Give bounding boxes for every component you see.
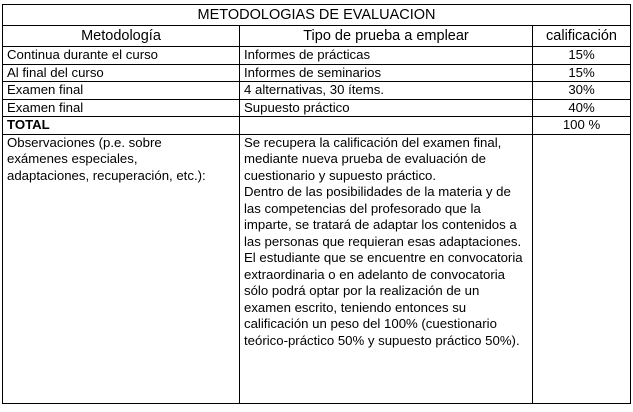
total-empty-cell <box>240 117 533 135</box>
observations-row <box>3 134 631 403</box>
table-title: METODOLOGIAS DE EVALUACION <box>3 5 631 26</box>
observations-label-cell <box>3 134 240 403</box>
header-methodology: Metodología <box>3 26 240 47</box>
evaluation-methods-table <box>2 4 631 404</box>
cell-grade: 30% <box>533 82 631 100</box>
header-grade: calificación <box>533 26 631 47</box>
observations-empty-cell <box>533 134 631 403</box>
cell-methodology: Examen final <box>3 82 240 100</box>
cell-methodology: Continua durante el curso <box>3 47 240 65</box>
cell-test-type: Informes de prácticas <box>240 47 533 65</box>
cell-methodology: Examen final <box>3 99 240 117</box>
observations-text: Se recupera la calificación del examen final, mediante nueva prueba de evaluación de cuestionario y supuesto práctico. Dentro de las posibilidades de la materia y de las competencias del profesorado que la imparte, se tratará de adaptar los contenidos a las personas que requieran esas adaptaciones. El estudiante que se encuentre en convocatoria extraordinaria o en adelanto de convocatoria sólo podrá optar por la realización de un examen escrito, teniendo entonces su calificación un peso del 100% (cuestionario teórico-práctico 50% y supuesto práctico 50%). <box>244 134 523 348</box>
cell-grade: 15% <box>533 47 631 65</box>
total-row <box>3 117 631 135</box>
cell-test-type: Informes de seminarios <box>240 64 533 82</box>
cell-methodology: Al final del curso <box>3 64 240 82</box>
cell-test-type: Supuesto práctico <box>240 99 533 117</box>
header-test-type: Tipo de prueba a emplear <box>240 26 533 47</box>
table-title-row <box>3 5 631 26</box>
observations-label: Observaciones (p.e. sobre exámenes especiales, adaptaciones, recuperación, etc.): <box>7 134 206 183</box>
table-row <box>3 99 631 117</box>
table-row <box>3 82 631 100</box>
cell-grade: 40% <box>533 99 631 117</box>
total-grade: 100 % <box>533 117 631 135</box>
table-row <box>3 64 631 82</box>
observations-text-cell <box>240 134 533 403</box>
cell-grade: 15% <box>533 64 631 82</box>
table-header-row <box>3 26 631 47</box>
total-label: TOTAL <box>3 117 240 135</box>
cell-test-type: 4 alternativas, 30 ítems. <box>240 82 533 100</box>
table-row <box>3 47 631 65</box>
